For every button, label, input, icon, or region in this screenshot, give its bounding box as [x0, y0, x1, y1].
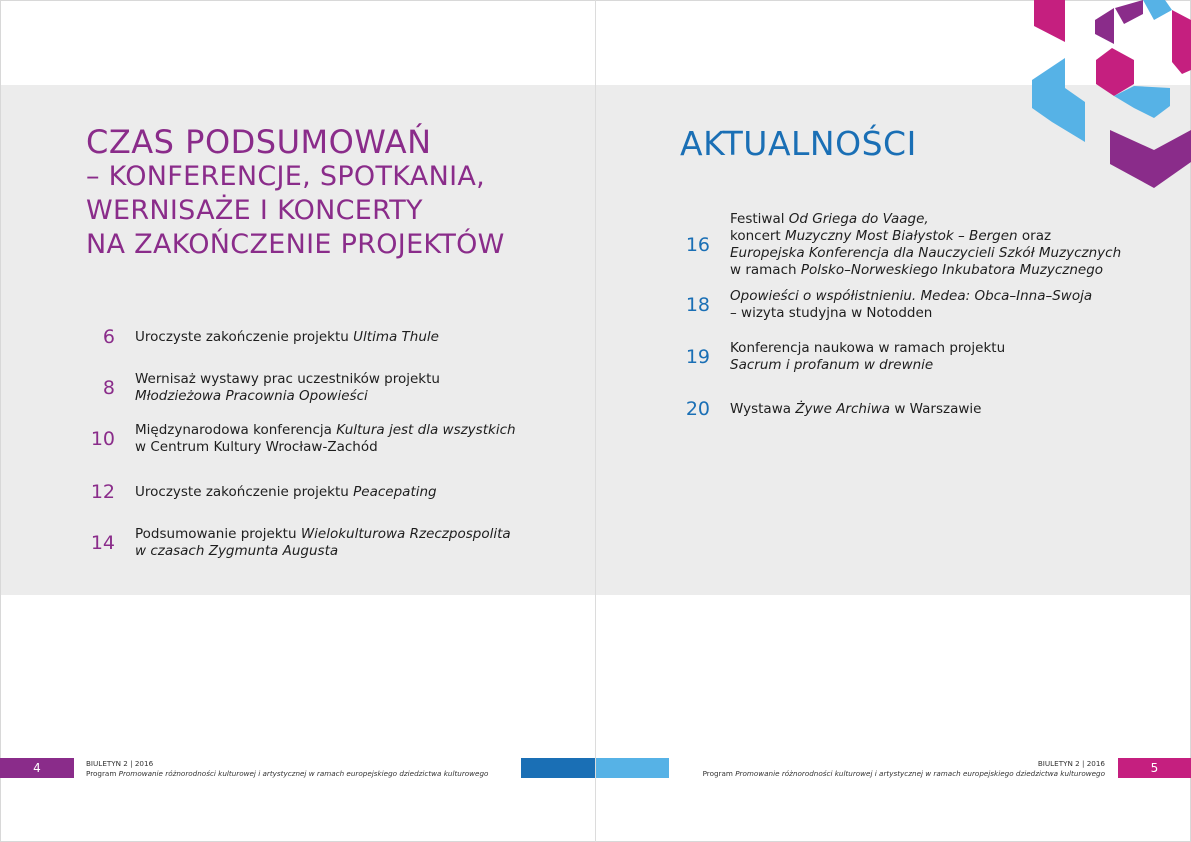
right-page-title: AKTUALNOŚCI [680, 124, 917, 163]
toc-page-number: 18 [685, 294, 710, 316]
toc-item-page-16[interactable] [670, 211, 1121, 279]
hex-segment-purple-upper [1095, 8, 1114, 44]
hexagon-pattern-decoration [1020, 0, 1191, 200]
title-line-3: WERNISAŻE I KONCERTY [86, 195, 423, 226]
toc-page-number: 6 [102, 326, 115, 348]
toc-entry-text: Podsumowanie projektu Wielokulturowa Rzeczpospolita w czasach Zygmunta Augusta [135, 526, 511, 559]
right-footer-text [703, 759, 1105, 779]
toc-entry-text: Wernisaż wystawy prac uczestników projektu Młodzieżowa Pracownia Opowieści [135, 371, 440, 404]
title-line-4: NA ZAKOŃCZENIE PROJEKTÓW [86, 229, 505, 260]
toc-item-page-20[interactable] [670, 398, 981, 420]
left-page-title [86, 124, 505, 262]
toc-entry-text: Wystawa Żywe Archiwa w Warszawie [730, 400, 982, 417]
toc-page-number: 8 [102, 377, 115, 399]
toc-entry-text: Festiwal Od Griega do Vaage, koncert Muzyczny Most Białystok – Bergen oraz Europejska Konferencja dla Nauczycieli Szkół Muzycznych w ramach Polsko–Norweskiego Inkubatora Muzycznego [730, 211, 1122, 278]
hex-segment-magenta-right [1172, 10, 1191, 74]
page-gutter [595, 0, 596, 842]
bulletin-label: BIULETYN 2 | 2016 [1037, 759, 1105, 768]
hex-segment-purple-bottom [1110, 130, 1191, 188]
footer-bar-dark-blue [521, 758, 595, 778]
toc-item-page-12[interactable] [75, 481, 437, 503]
hex-segment-blue-top [1143, 0, 1172, 20]
toc-page-number: 14 [90, 532, 115, 554]
toc-item-page-14[interactable] [75, 526, 511, 560]
toc-page-number: 20 [685, 398, 710, 420]
hex-segment-blue-big [1032, 58, 1085, 142]
title-line-1: CZAS PODSUMOWAŃ [86, 123, 432, 161]
toc-entry-text: Międzynarodowa konferencja Kultura jest dla wszystkich w Centrum Kultury Wrocław-Zachód [135, 422, 516, 455]
toc-page-number: 12 [90, 481, 115, 503]
program-label: Program Promowanie różnorodności kulturowej i artystycznej w ramach europejskiego dziedzictwa kulturowego [86, 769, 489, 778]
bulletin-label: BIULETYN 2 | 2016 [86, 759, 154, 768]
toc-entry-text: Uroczyste zakończenie projektu Ultima Thule [135, 328, 439, 345]
toc-page-number: 16 [685, 234, 710, 256]
left-page-number-badge: 4 [0, 758, 74, 778]
hex-segment-magenta-mid [1096, 48, 1134, 96]
toc-item-page-10[interactable] [75, 422, 516, 456]
toc-item-page-18[interactable] [670, 288, 1092, 322]
toc-entry-text: Opowieści o współistnieniu. Medea: Obca–Inna–Swoja – wizyta studyjna w Notodden [730, 288, 1093, 321]
hex-segment-purple-top [1115, 0, 1143, 24]
left-footer-text [86, 759, 488, 779]
toc-item-page-6[interactable] [75, 326, 439, 348]
hex-segment-magenta-top [1034, 0, 1065, 42]
toc-entry-text: Uroczyste zakończenie projektu Peacepating [135, 483, 437, 500]
toc-page-number: 19 [685, 346, 710, 368]
program-label: Program Promowanie różnorodności kulturowej i artystycznej w ramach europejskiego dziedzictwa kulturowego [702, 769, 1105, 778]
toc-page-number: 10 [90, 428, 115, 450]
footer-bar-light-blue [596, 758, 669, 778]
toc-item-page-19[interactable] [670, 340, 1005, 374]
toc-entry-text: Konferencja naukowa w ramach projektu Sacrum i profanum w drewnie [730, 340, 1006, 373]
toc-item-page-8[interactable] [75, 371, 440, 405]
title-line-2: – KONFERENCJE, SPOTKANIA, [86, 161, 485, 192]
right-page-number-badge: 5 [1118, 758, 1191, 778]
